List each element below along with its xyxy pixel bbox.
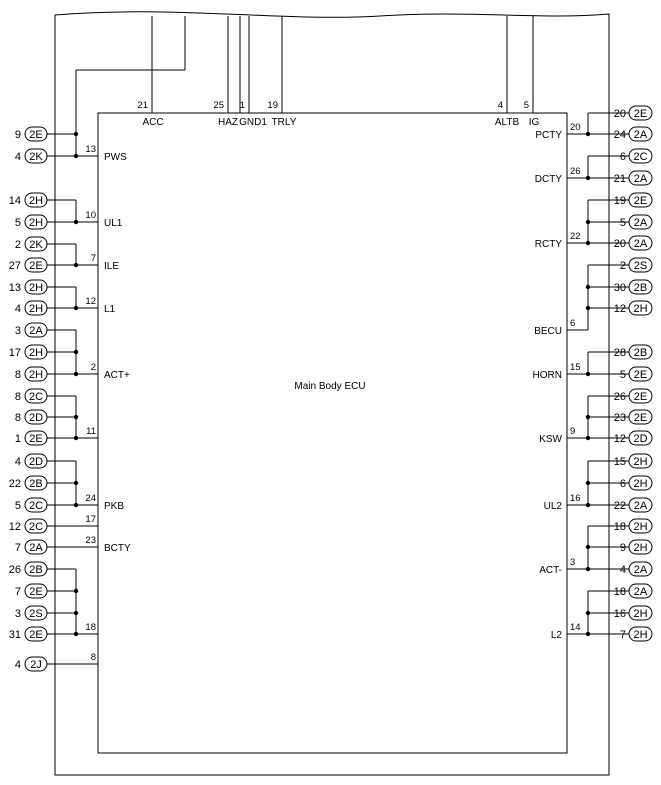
left-connector: [9, 280, 47, 294]
right-connector: [614, 584, 652, 598]
right-pin-label: L2: [550, 630, 562, 641]
connector-pin-number: 13: [8, 282, 21, 294]
junction-dot: [586, 306, 590, 310]
connector-id: 2S: [633, 260, 648, 272]
connector-pin-number: 6: [619, 478, 626, 490]
connector-id: 2H: [633, 542, 648, 554]
junction-dot: [586, 481, 590, 485]
left-connector: [9, 258, 47, 272]
right-pin-number: 15: [570, 362, 581, 373]
connector-id: 2C: [633, 151, 648, 163]
connector-pin-number: 5: [14, 500, 21, 512]
connector-id: 2H: [28, 303, 44, 315]
connector-pin-number: 4: [14, 456, 21, 468]
connector-pin-number: 8: [14, 412, 21, 424]
connector-pin-number: 15: [613, 456, 626, 468]
connector-id: 2H: [633, 521, 648, 533]
connector-id: 2H: [28, 369, 44, 381]
junction-dot: [586, 436, 590, 440]
connector-id: 2H: [633, 478, 648, 490]
top-pin-label: ACC: [142, 117, 164, 128]
left-connector: [9, 193, 47, 207]
right-pin-label: KSW: [539, 434, 562, 445]
connector-pin-number: 24: [613, 129, 626, 141]
right-pin-label: HORN: [532, 370, 562, 381]
connector-pin-number: 4: [14, 303, 21, 315]
junction-dot: [74, 220, 78, 224]
top-pin-number: 4: [497, 100, 503, 111]
right-pin-label: PCTY: [535, 130, 562, 141]
connector-pin-number: 8: [14, 369, 21, 381]
connector-id: 2H: [28, 282, 44, 294]
junction-dot: [586, 545, 590, 549]
ecu-block: [98, 113, 567, 753]
junction-dot: [586, 567, 590, 571]
connector-id: 2E: [633, 412, 648, 424]
left-connector: [9, 476, 47, 490]
connector-id: 2H: [28, 195, 44, 207]
connector-pin-number: 4: [14, 659, 21, 671]
right-pin-label: ACT-: [539, 565, 562, 576]
connector-pin-number: 4: [14, 151, 21, 163]
top-pin-label: IG: [528, 117, 540, 128]
left-connector: [15, 301, 47, 315]
connector-id: 2E: [29, 629, 43, 641]
left-pin-label: PWS: [104, 152, 127, 163]
connector-pin-number: 7: [14, 542, 21, 554]
left-connector: [15, 237, 47, 251]
junction-dot: [74, 589, 78, 593]
connector-id: 2A: [633, 217, 648, 229]
right-connector: [620, 476, 652, 490]
right-connector: [614, 519, 652, 533]
connector-pin-number: 28: [613, 347, 626, 359]
connector-id: 2A: [633, 586, 648, 598]
right-pin-label: UL2: [543, 501, 562, 512]
left-pin-label: PKB: [104, 501, 125, 512]
right-pin-label: DCTY: [534, 174, 562, 185]
left-connector: [15, 410, 47, 424]
left-connector: [15, 367, 47, 381]
left-connector: [15, 584, 47, 598]
connector-pin-number: 27: [8, 260, 21, 272]
left-connector: [15, 389, 47, 403]
junction-dot: [74, 503, 78, 507]
left-pin-label: UL1: [104, 218, 123, 229]
connector-pin-number: 18: [613, 586, 626, 598]
connector-pin-number: 2: [619, 260, 626, 272]
connector-pin-number: 9: [619, 542, 626, 554]
connector-id: 2E: [633, 108, 648, 120]
top-pin-label: TRLY: [271, 117, 297, 128]
connector-pin-number: 21: [613, 173, 626, 185]
left-connector: [15, 454, 47, 468]
connector-pin-number: 7: [619, 629, 626, 641]
connector-id: 2H: [633, 303, 648, 315]
connector-id: 2H: [28, 217, 44, 229]
right-connector: [614, 345, 652, 359]
top-pin-number: 5: [523, 100, 529, 111]
connector-id: 2A: [633, 129, 648, 141]
connector-id: 2E: [633, 195, 648, 207]
junction-dot: [74, 132, 78, 136]
top-pin-label: GND1: [239, 117, 267, 128]
junction-dot: [74, 415, 78, 419]
junction-dot: [74, 263, 78, 267]
left-connector: [15, 498, 47, 512]
right-connector: [614, 498, 652, 512]
left-connector: [15, 606, 47, 620]
left-pin-number: 24: [85, 493, 96, 504]
connector-id: 2C: [28, 500, 44, 512]
connector-id: 2S: [29, 608, 43, 620]
connector-pin-number: 23: [613, 412, 626, 424]
left-pin-number: 23: [85, 535, 96, 546]
connector-id: 2E: [633, 369, 648, 381]
junction-dot: [586, 415, 590, 419]
left-connector: [9, 345, 47, 359]
junction-dot: [586, 176, 590, 180]
connector-id: 2H: [633, 629, 648, 641]
right-connector: [614, 431, 652, 445]
right-pin-number: 22: [570, 231, 581, 242]
connector-id: 2J: [30, 659, 42, 671]
junction-dot: [74, 350, 78, 354]
connector-pin-number: 3: [14, 608, 21, 620]
connector-id: 2E: [29, 433, 43, 445]
right-connector: [620, 540, 652, 554]
left-connector: [9, 519, 47, 533]
left-pin-number: 10: [85, 210, 96, 221]
connector-pin-number: 22: [613, 500, 626, 512]
connector-pin-number: 7: [14, 586, 21, 598]
connector-id: 2A: [633, 238, 648, 250]
connector-pin-number: 4: [619, 564, 626, 576]
right-connector: [614, 193, 652, 207]
ecu-title: Main Body ECU: [294, 381, 366, 392]
left-connector: [15, 149, 47, 163]
junction-dot: [586, 611, 590, 615]
right-connector: [620, 367, 652, 381]
connector-pin-number: 8: [14, 391, 21, 403]
top-pin-label: HAZ: [218, 117, 238, 128]
left-connector: [15, 431, 47, 445]
left-pin-number: 7: [90, 253, 96, 264]
connector-id: 2B: [633, 282, 648, 294]
junction-dot: [74, 306, 78, 310]
junction-dot: [74, 481, 78, 485]
junction-dot: [74, 372, 78, 376]
left-connector: [15, 215, 47, 229]
connector-id: 2D: [28, 412, 44, 424]
connector-pin-number: 17: [8, 347, 21, 359]
right-pin-number: 6: [570, 318, 576, 329]
connector-id: 2K: [29, 239, 43, 251]
connector-pin-number: 5: [619, 369, 626, 381]
connector-id: 2E: [29, 586, 43, 598]
top-pin-number: 25: [213, 100, 224, 111]
left-pin-number: 17: [85, 514, 96, 525]
right-connector: [614, 236, 652, 250]
junction-dot: [586, 632, 590, 636]
junction-dot: [74, 154, 78, 158]
right-connector: [620, 215, 652, 229]
connector-id: 2A: [633, 500, 648, 512]
junction-dot: [586, 285, 590, 289]
connector-pin-number: 12: [8, 521, 21, 533]
right-connector: [614, 410, 652, 424]
left-pin-number: 13: [85, 144, 96, 155]
connector-id: 2D: [633, 433, 648, 445]
right-connector: [614, 280, 652, 294]
junction-dot: [586, 241, 590, 245]
connector-pin-number: 18: [613, 521, 626, 533]
connector-id: 2E: [29, 260, 43, 272]
connector-pin-number: 12: [613, 433, 626, 445]
connector-id: 2E: [633, 391, 648, 403]
connector-id: 2H: [28, 347, 44, 359]
connector-pin-number: 20: [613, 108, 626, 120]
connector-pin-number: 16: [613, 608, 626, 620]
right-pin-number: 3: [570, 557, 576, 568]
left-connector: [15, 540, 47, 554]
connector-pin-number: 30: [613, 282, 626, 294]
connector-id: 2D: [28, 456, 44, 468]
junction-dot: [586, 132, 590, 136]
left-pin-label: L1: [104, 304, 116, 315]
right-pin-number: 9: [570, 426, 576, 437]
connector-pin-number: 12: [613, 303, 626, 315]
connector-pin-number: 2: [14, 239, 21, 251]
connector-pin-number: 31: [8, 629, 21, 641]
top-pin-number: 21: [137, 100, 148, 111]
connector-pin-number: 19: [613, 195, 626, 207]
connector-pin-number: 6: [619, 151, 626, 163]
right-connector: [620, 627, 652, 641]
connector-pin-number: 26: [8, 564, 21, 576]
left-pin-number: 8: [90, 652, 96, 663]
top-pin-label: ALTB: [494, 117, 520, 128]
ecu-box: [98, 113, 567, 753]
left-connector: [9, 627, 47, 641]
right-connector: [614, 606, 652, 620]
top-pin-number: 19: [267, 100, 278, 111]
right-connector: [614, 127, 652, 141]
connector-id: 2H: [633, 456, 648, 468]
right-pin-number: 26: [570, 166, 581, 177]
left-connector: [15, 127, 47, 141]
left-connector: [9, 562, 47, 576]
right-pin-number: 16: [570, 493, 581, 504]
connector-id: 2C: [28, 391, 44, 403]
connector-pin-number: 3: [14, 325, 21, 337]
connector-pin-number: 9: [14, 129, 21, 141]
junction-dot: [586, 503, 590, 507]
connector-id: 2H: [633, 608, 648, 620]
connector-pin-number: 5: [619, 217, 626, 229]
connector-id: 2B: [633, 347, 648, 359]
left-pin-label: ACT+: [104, 370, 130, 381]
connector-id: 2B: [29, 564, 43, 576]
right-connector: [620, 562, 652, 576]
connector-id: 2K: [29, 151, 43, 163]
connector-pin-number: 5: [14, 217, 21, 229]
left-pin-label: BCTY: [104, 543, 131, 554]
junction-dot: [74, 611, 78, 615]
left-pin-number: 12: [85, 296, 96, 307]
junction-dot: [74, 436, 78, 440]
right-connector: [614, 454, 652, 468]
right-pin-number: 20: [570, 122, 581, 133]
right-pin-label: BECU: [534, 326, 562, 337]
right-connector: [614, 389, 652, 403]
connector-id: 2A: [633, 564, 648, 576]
connector-id: 2A: [29, 542, 43, 554]
right-connector: [614, 106, 652, 120]
right-pin-label: RCTY: [534, 239, 562, 250]
connector-pin-number: 1: [14, 433, 21, 445]
right-connector: [614, 301, 652, 315]
connector-pin-number: 22: [8, 478, 21, 490]
right-pin-number: 14: [570, 622, 581, 633]
connector-pin-number: 26: [613, 391, 626, 403]
left-connector: [15, 657, 47, 671]
junction-dot: [74, 632, 78, 636]
right-connector: [620, 149, 652, 163]
left-pin-number: 18: [85, 622, 96, 633]
left-pin-number: 2: [90, 362, 96, 373]
connector-id: 2B: [29, 478, 43, 490]
top-pin-number: 1: [239, 100, 245, 111]
junction-dot: [586, 372, 590, 376]
left-connector: [15, 323, 47, 337]
connector-id: 2A: [633, 173, 648, 185]
junction-dot: [586, 220, 590, 224]
right-connector: [614, 171, 652, 185]
connector-pin-number: 14: [8, 195, 21, 207]
connector-id: 2A: [29, 325, 43, 337]
connector-pin-number: 20: [613, 238, 626, 250]
connector-id: 2C: [28, 521, 44, 533]
right-connector: [620, 258, 652, 272]
connector-id: 2E: [29, 129, 43, 141]
left-pin-number: 11: [86, 426, 96, 437]
left-pin-label: ILE: [104, 261, 120, 272]
